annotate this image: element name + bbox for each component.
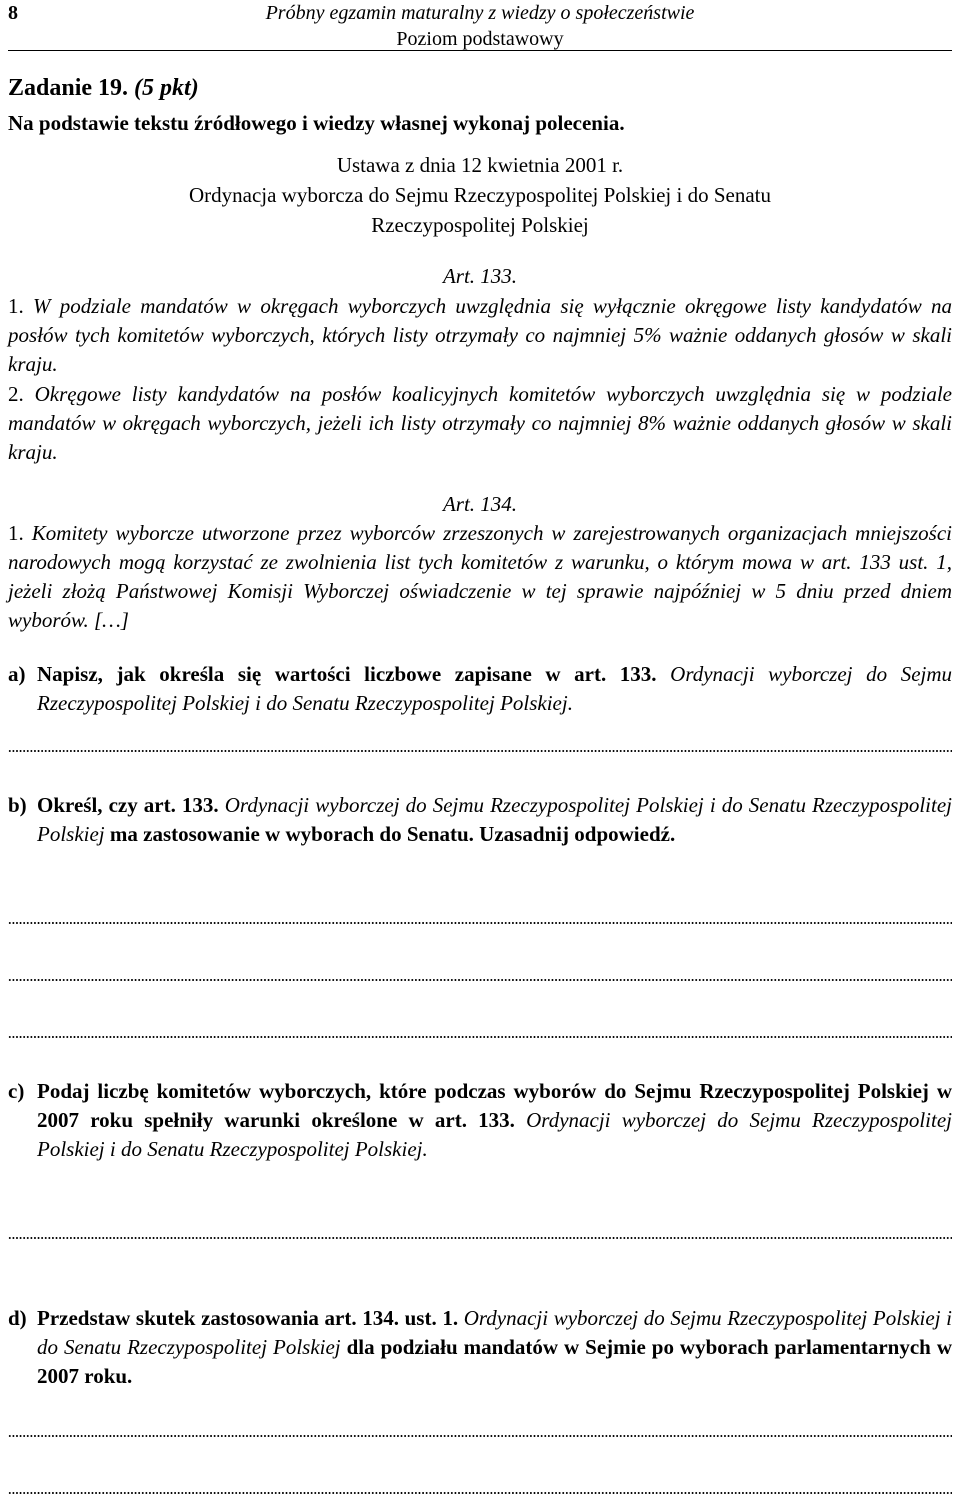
article-134-title: Art. 134. — [442, 492, 518, 516]
answer-line[interactable] — [8, 1490, 952, 1496]
paragraph-text: W podziale mandatów w okręgach wyborczych uwzględnia się wyłącznie okręgowe listy kandydatów na posłów tych komitetów wyborczych, których listy otrzymały co najmniej 5% ważnie oddanych głosów w skali kraju. — [8, 294, 952, 376]
answer-line[interactable] — [8, 1034, 952, 1040]
question-text — [37, 1077, 952, 1164]
paragraph-text: Okręgowe listy kandydatów na posłów koalicyjnych komitetów wyborczych uwzględnia się w podziale mandatów w okręgach wyborczych, jeżeli ich listy otrzymały co najmniej 8% ważnie oddanych głosów w skali kraju. — [8, 382, 953, 464]
paragraph-number: 1. — [8, 294, 24, 318]
task-number: Zadanie 19. — [8, 75, 129, 101]
article-133-paragraph-2 — [8, 380, 952, 467]
question-act-name: Ordynacji wyborczej do Sejmu Rzeczypospolitej Polskiej i do Senatu Rzeczypospolitej Polskiej. — [37, 662, 953, 715]
question-text — [37, 1304, 952, 1391]
question-letter: d) — [8, 1306, 27, 1330]
page-header — [8, 0, 952, 51]
article-134-paragraph-1 — [8, 519, 952, 635]
question-prompt-continued: ma zastosowanie w wyborach do Senatu. Uzasadnij odpowiedź. — [109, 822, 676, 846]
question-b — [8, 791, 952, 849]
question-act-name: Ordynacji wyborczej do Sejmu Rzeczypospolitej Polskiej i do Senatu Rzeczypospolitej Polskiej — [37, 793, 952, 846]
act-title-line2: Rzeczypospolitej Polskiej — [371, 213, 589, 237]
question-prompt: Określ, czy art. 133. — [37, 793, 219, 817]
answer-line[interactable] — [8, 748, 952, 754]
article-133-paragraph-1 — [8, 292, 952, 379]
act-date: Ustawa z dnia 12 kwietnia 2001 r. — [336, 153, 624, 177]
task-instruction: Na podstawie tekstu źródłowego i wiedzy własnej wykonaj polecenia. — [8, 111, 625, 135]
question-a — [8, 660, 952, 718]
answer-line[interactable] — [8, 1433, 952, 1439]
article-133-title: Art. 133. — [442, 264, 518, 288]
question-prompt: Napisz, jak określa się wartości liczbowe zapisane w art. 133. — [37, 662, 657, 686]
question-d — [8, 1304, 952, 1391]
exam-title: Próbny egzamin maturalny z wiedzy o społeczeństwie — [265, 2, 695, 24]
task-title — [8, 73, 199, 103]
paragraph-number: 1. — [8, 521, 24, 545]
question-letter: c) — [8, 1079, 25, 1103]
question-prompt: Podaj liczbę komitetów wyborczych, które podczas wyborów do Sejmu Rzeczypospolitej Polskiej w 2007 roku spełniły warunki określone w art. 133. — [37, 1079, 952, 1132]
page-number: 8 — [8, 2, 18, 24]
answer-line[interactable] — [8, 920, 952, 926]
act-title-line1: Ordynacja wyborcza do Sejmu Rzeczypospolitej Polskiej i do Senatu — [188, 183, 772, 207]
paragraph-text: Komitety wyborcze utworzone przez wyborców zrzeszonych w zarejestrowanych organizacjach mniejszości narodowych mogą korzystać ze zwolnienia list tych komitetów z warunku, o którym mowa w art. 133 ust. 1, jeżeli złożą Państwowej Komisji Wyborczej oświadczenie w tej sprawie najpóźniej w 5 dniu przed dniem wyborów. […] — [8, 521, 952, 632]
header-titles — [8, 0, 952, 52]
question-act-name: Ordynacji wyborczej do Sejmu Rzeczypospolitej Polskiej i do Senatu Rzeczypospolitej Polskiej. — [37, 1108, 953, 1161]
question-text — [37, 660, 952, 718]
answer-line[interactable] — [8, 1235, 952, 1241]
source-act-heading — [0, 150, 960, 240]
paragraph-number: 2. — [8, 382, 24, 406]
question-letter: b) — [8, 793, 27, 817]
exam-level: Poziom podstawowy — [396, 28, 564, 50]
question-text — [37, 791, 952, 849]
question-letter: a) — [8, 662, 26, 686]
task-points: (5 pkt) — [134, 75, 199, 101]
answer-line[interactable] — [8, 977, 952, 983]
question-act-name: Ordynacji wyborczej do Sejmu Rzeczypospolitej Polskiej i do Senatu Rzeczypospolitej Polskiej — [37, 1306, 953, 1359]
question-c — [8, 1077, 952, 1164]
question-prompt-continued: dla podziału mandatów w Sejmie po wyborach parlamentarnych w 2007 roku. — [37, 1335, 952, 1388]
question-prompt: Przedstaw skutek zastosowania art. 134. ust. 1. — [37, 1306, 459, 1330]
